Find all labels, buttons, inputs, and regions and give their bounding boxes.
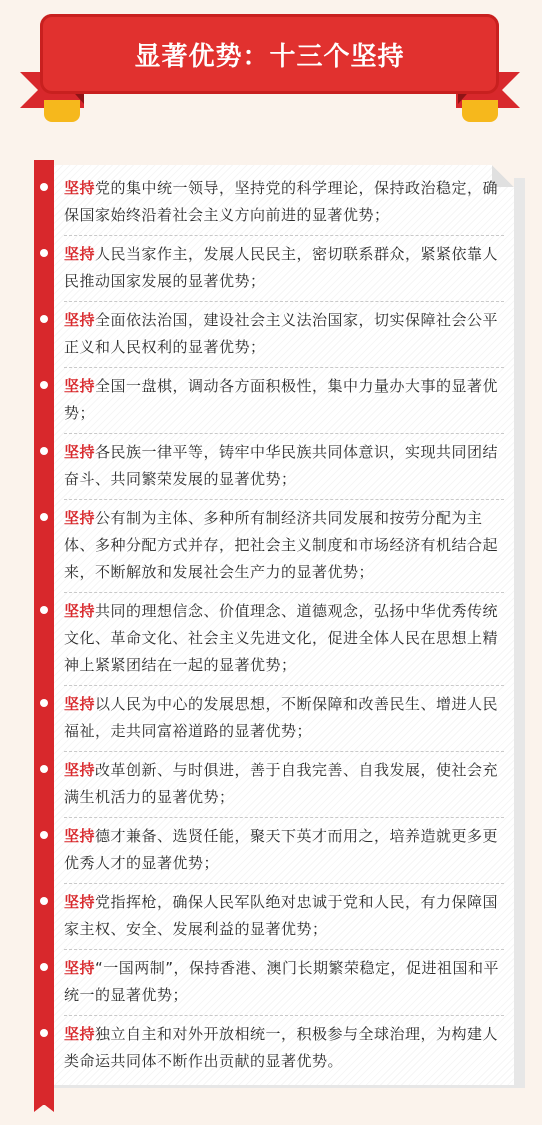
item-text xyxy=(64,307,504,361)
item-text xyxy=(64,889,504,943)
item-body: 党指挥枪，确保人民军队绝对忠诚于党和人民，有力保障国家主权、安全、发展利益的显著优势； xyxy=(64,893,499,938)
bullet-icon xyxy=(40,831,48,839)
item-text xyxy=(64,241,504,295)
bullet-icon xyxy=(40,447,48,455)
bullet-icon xyxy=(40,606,48,614)
item-keyword: 坚持 xyxy=(64,1025,96,1043)
item-text xyxy=(64,373,504,427)
bullet-icon xyxy=(40,315,48,323)
item-text xyxy=(64,955,504,1009)
item-text xyxy=(64,757,504,811)
divider xyxy=(64,367,504,368)
ribbon-gold-left xyxy=(44,100,80,122)
bullet-icon xyxy=(40,765,48,773)
item-keyword: 坚持 xyxy=(64,245,96,263)
bullet-icon xyxy=(40,1029,48,1037)
item-keyword: 坚持 xyxy=(64,311,96,329)
item-keyword: 坚持 xyxy=(64,959,96,977)
item-text xyxy=(64,691,504,745)
item-body: 以人民为中心的发展思想，不断保障和改善民生、增进人民福祉，走共同富裕道路的显著优势； xyxy=(64,695,499,740)
item-body: 德才兼备、选贤任能，聚天下英才而用之，培养造就更多更优秀人才的显著优势； xyxy=(64,827,499,872)
divider xyxy=(64,883,504,884)
banner-title: 显著优势：十三个坚持 xyxy=(134,41,405,72)
item-body: 党的集中统一领导，坚持党的科学理论，保持政治稳定，确保国家始终沿着社会主义方向前进的显著优势； xyxy=(64,179,499,224)
divider xyxy=(64,1015,504,1016)
item-keyword: 坚持 xyxy=(64,695,96,713)
item-body: 全面依法治国，建设社会主义法治国家，切实保障社会公平正义和人民权利的显著优势； xyxy=(64,311,499,356)
bullet-icon xyxy=(40,699,48,707)
item-keyword: 坚持 xyxy=(64,602,96,620)
divider xyxy=(64,817,504,818)
red-strip-notch xyxy=(34,1098,54,1112)
bullet-icon xyxy=(40,381,48,389)
divider xyxy=(64,751,504,752)
item-text xyxy=(64,1021,504,1075)
item-keyword: 坚持 xyxy=(64,893,96,911)
item-text xyxy=(64,439,504,493)
bullet-icon xyxy=(40,249,48,257)
item-body: “一国两制”，保持香港、澳门长期繁荣稳定，促进祖国和平统一的显著优势； xyxy=(64,959,500,1004)
divider xyxy=(64,235,504,236)
divider xyxy=(64,433,504,434)
item-keyword: 坚持 xyxy=(64,761,96,779)
item-text xyxy=(64,505,504,586)
divider xyxy=(64,499,504,500)
item-body: 人民当家作主，发展人民民主，密切联系群众，紧紧依靠人民推动国家发展的显著优势； xyxy=(64,245,499,290)
item-keyword: 坚持 xyxy=(64,443,96,461)
item-keyword: 坚持 xyxy=(64,509,96,527)
item-text xyxy=(64,175,504,229)
divider xyxy=(64,301,504,302)
item-keyword: 坚持 xyxy=(64,377,96,395)
item-body: 公有制为主体、多种所有制经济共同发展和按劳分配为主体、多种分配方式并存，把社会主义制度和市场经济有机结合起来，不断解放和发展社会生产力的显著优势； xyxy=(64,509,499,581)
item-keyword: 坚持 xyxy=(64,179,96,197)
item-body: 全国一盘棋，调动各方面积极性，集中力量办大事的显著优势； xyxy=(64,377,499,422)
divider xyxy=(64,949,504,950)
item-body: 独立自主和对外开放相统一，积极参与全球治理，为构建人类命运共同体不断作出贡献的显著优势。 xyxy=(64,1025,499,1070)
item-text xyxy=(64,823,504,877)
item-body: 各民族一律平等，铸牢中华民族共同体意识，实现共同团结奋斗、共同繁荣发展的显著优势； xyxy=(64,443,499,488)
item-body: 共同的理想信念、价值理念、道德观念，弘扬中华优秀传统文化、革命文化、社会主义先进文化，促进全体人民在思想上精神上紧紧团结在一起的显著优势； xyxy=(64,602,499,674)
item-body: 改革创新、与时俱进，善于自我完善、自我发展，使社会充满生机活力的显著优势； xyxy=(64,761,499,806)
banner xyxy=(40,14,499,94)
item-keyword: 坚持 xyxy=(64,827,96,845)
bullet-icon xyxy=(40,897,48,905)
divider xyxy=(64,685,504,686)
ribbon-gold-right xyxy=(462,100,498,122)
item-text xyxy=(64,598,504,679)
divider xyxy=(64,592,504,593)
bullet-icon xyxy=(40,183,48,191)
bullet-icon xyxy=(40,513,48,521)
bullet-icon xyxy=(40,963,48,971)
